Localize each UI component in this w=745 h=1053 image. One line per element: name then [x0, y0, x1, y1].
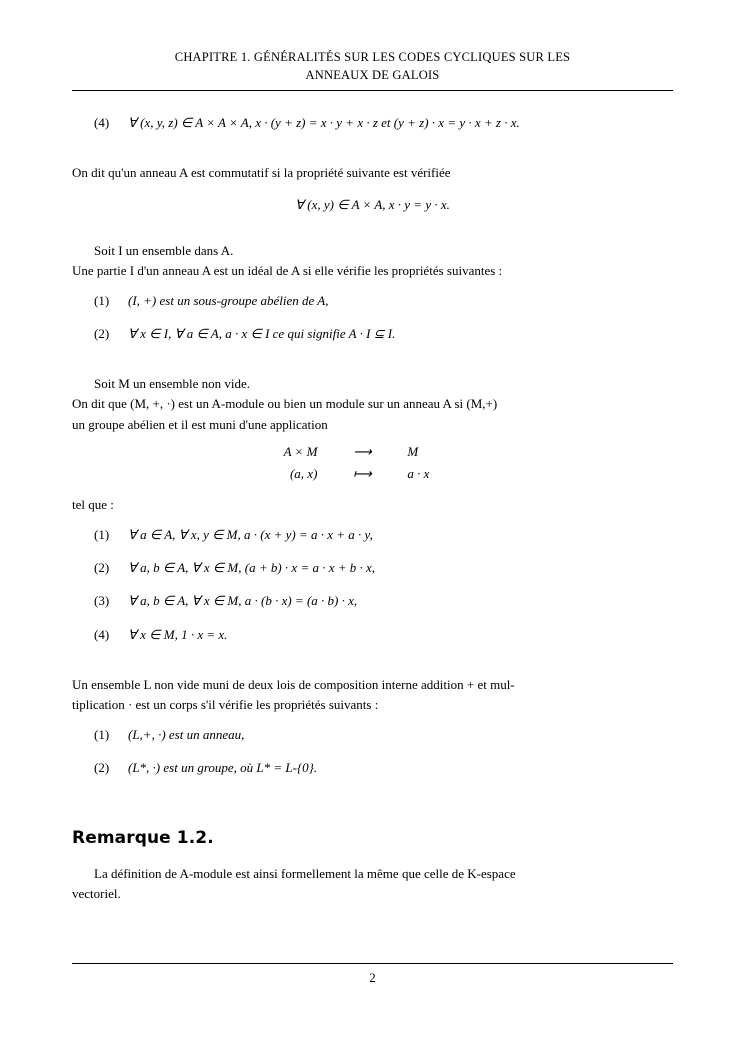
- axiom-list: [72, 113, 673, 133]
- spacer: [72, 658, 673, 675]
- spacer: [72, 281, 673, 291]
- module-intro-2: On dit que (M, +, ·) est un A-module ou bien un module sur un anneau A si (M,+): [72, 396, 498, 412]
- item-number: (2): [94, 326, 110, 342]
- remark-body-1: La définition de A-module est ainsi formellement la même que celle de K-espace: [94, 865, 516, 881]
- module-intro-1: Soit M un ensemble non vide.: [94, 376, 250, 392]
- map-element: (a, x): [289, 465, 318, 481]
- item-text: ∀ x ∈ I, ∀ a ∈ A, a · x ∈ I ce qui signifie A · I ⊆ I.: [128, 326, 396, 342]
- table-row: [284, 463, 462, 485]
- header-rule: [72, 90, 673, 91]
- item-number: (2): [94, 760, 110, 776]
- footer-rule: [72, 963, 673, 964]
- header-line-2: ANNEAUX DE GALOIS: [305, 68, 440, 83]
- field-intro-1: Un ensemble L non vide muni de deux lois de composition interne addition + et mul-: [72, 676, 515, 692]
- list-item: [72, 725, 673, 745]
- item-number: (1): [94, 292, 110, 308]
- map-arrow-long: ⟶: [353, 443, 372, 459]
- list-item: [72, 291, 673, 311]
- item-number: (3): [94, 593, 110, 609]
- module-axiom-list: [72, 525, 673, 645]
- page-body: [72, 113, 673, 904]
- map-arrow-bar: ⟼: [353, 465, 372, 481]
- map-domain: A × M: [283, 443, 318, 459]
- commutative-display: ∀ (x, y) ∈ A × A, x · y = y · x.: [295, 196, 450, 212]
- item-number: (1): [94, 726, 110, 742]
- list-item: [72, 758, 673, 778]
- map-codomain: M: [407, 443, 419, 459]
- ideal-list: [72, 291, 673, 344]
- spacer: [72, 146, 673, 163]
- item-text: ∀ a ∈ A, ∀ x, y ∈ M, a · (x + y) = a · x + a · y,: [128, 527, 373, 543]
- list-item: [72, 625, 673, 645]
- map-table: [284, 441, 462, 485]
- item-number: (4): [94, 115, 110, 131]
- list-item: [72, 525, 673, 545]
- list-item: [72, 113, 673, 133]
- item-number: (1): [94, 527, 110, 543]
- spacer: [72, 215, 673, 241]
- item-text: ∀ a, b ∈ A, ∀ x ∈ M, (a + b) · x = a · x + b · x,: [128, 560, 376, 576]
- item-text: ∀ a, b ∈ A, ∀ x ∈ M, a · (b · x) = (a · b) · x,: [128, 593, 358, 609]
- remark-body-2: vectoriel.: [72, 885, 121, 901]
- spacer: [72, 357, 673, 374]
- item-text: (L,+, ·) est un anneau,: [128, 726, 245, 742]
- module-intro-3: un groupe abélien et il est muni d'une application: [72, 416, 328, 432]
- list-item: [72, 324, 673, 344]
- remark-heading: Remarque 1.2.: [72, 828, 214, 849]
- spacer: [72, 791, 673, 825]
- page-number: 2: [369, 970, 376, 985]
- module-map-display: [72, 441, 673, 485]
- item-text: (I, +) est un sous-groupe abélien de A,: [128, 292, 329, 308]
- list-item: [72, 591, 673, 611]
- spacer: [72, 485, 673, 495]
- commutative-intro: On dit qu'un anneau A est commutatif si la propriété suivante est vérifiée: [72, 165, 451, 181]
- spacer: [72, 715, 673, 725]
- list-item: [72, 558, 673, 578]
- spacer: [72, 515, 673, 525]
- item-number: (2): [94, 560, 110, 576]
- header-line-1: CHAPITRE 1. GÉNÉRALITÉS SUR LES CODES CYCLIQUES SUR LES: [174, 50, 571, 64]
- item-text: ∀ x ∈ M, 1 · x = x.: [128, 626, 228, 642]
- telque-text: tel que :: [72, 496, 114, 512]
- page-header: [72, 48, 673, 84]
- ideal-intro-2: Une partie I d'un anneau A est un idéal de A si elle vérifie les propriétés suivantes :: [72, 262, 503, 278]
- item-number: (4): [94, 626, 110, 642]
- map-image: a · x: [407, 465, 430, 481]
- item-text: ∀ (x, y, z) ∈ A × A × A, x · (y + z) = x · y + x · z et (y + z) · x = y · x + z · x.: [128, 115, 520, 131]
- field-intro-2: tiplication · est un corps s'il vérifie les propriétés suivants :: [72, 696, 379, 712]
- item-text: (L*, ·) est un groupe, où L* = L-{0}.: [128, 760, 318, 776]
- field-axiom-list: [72, 725, 673, 778]
- ideal-intro-1: Soit I un ensemble dans A.: [94, 242, 234, 258]
- table-row: [284, 441, 462, 463]
